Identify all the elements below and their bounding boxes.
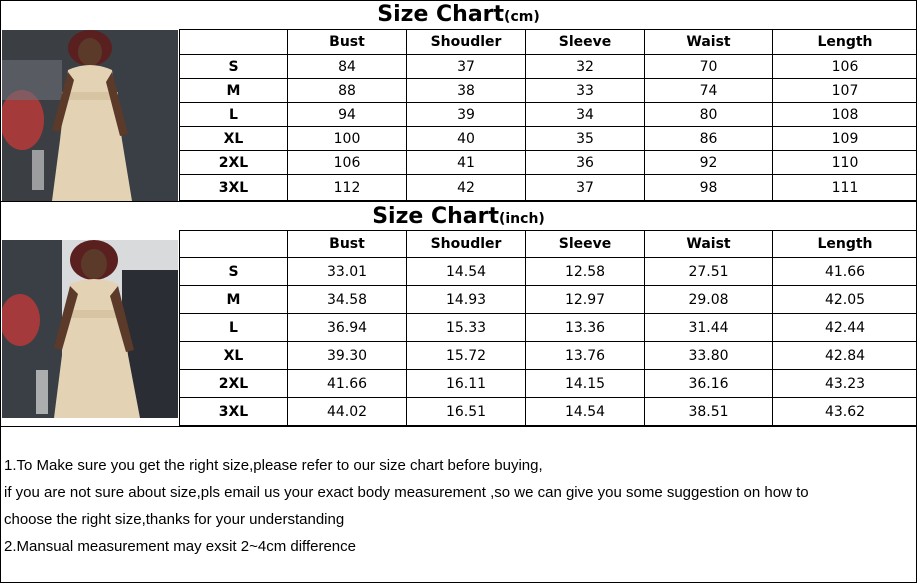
header-cell: Sleeve — [526, 30, 645, 55]
table-cell: 92 — [645, 151, 773, 175]
title-text: Size Chart — [377, 2, 505, 27]
table-cell: 34 — [526, 103, 645, 127]
header-cell: Length — [773, 231, 917, 258]
size-label: 2XL — [180, 370, 288, 398]
section-divider — [0, 426, 917, 427]
note-line: choose the right size,thanks for your understanding — [4, 511, 345, 528]
table-row — [180, 286, 917, 314]
table-cell: 84 — [288, 55, 407, 79]
table-cell: 86 — [645, 127, 773, 151]
header-cell: Length — [773, 30, 917, 55]
table-cell: 14.93 — [407, 286, 526, 314]
size-label: XL — [180, 342, 288, 370]
table-cell: 88 — [288, 79, 407, 103]
table-cell: 13.36 — [526, 314, 645, 342]
table-cell: 33 — [526, 79, 645, 103]
header-cell: Waist — [645, 231, 773, 258]
table-cell: 109 — [773, 127, 917, 151]
table-cell: 27.51 — [645, 258, 773, 286]
table-cell: 34.58 — [288, 286, 407, 314]
header-cell: Bust — [288, 30, 407, 55]
table-cell: 42.44 — [773, 314, 917, 342]
table-cell: 14.15 — [526, 370, 645, 398]
table-cell: 38 — [407, 79, 526, 103]
table-cell: 32 — [526, 55, 645, 79]
table-row — [180, 398, 917, 426]
table-cell: 106 — [773, 55, 917, 79]
table-cell: 40 — [407, 127, 526, 151]
header-cell: Waist — [645, 30, 773, 55]
table-row — [180, 55, 917, 79]
table-row — [180, 342, 917, 370]
table-row — [180, 370, 917, 398]
table-cell: 36 — [526, 151, 645, 175]
note-line: if you are not sure about size,pls email us your exact body measurement ,so we can give you some suggestion on how to — [4, 484, 809, 501]
size-label: 2XL — [180, 151, 288, 175]
table-cell: 39 — [407, 103, 526, 127]
model-photo — [2, 240, 178, 418]
table-cell: 35 — [526, 127, 645, 151]
size-chart-inch-title — [0, 204, 917, 232]
table-cell: 110 — [773, 151, 917, 175]
table-cell: 41.66 — [288, 370, 407, 398]
table-cell: 31.44 — [645, 314, 773, 342]
table-row — [180, 258, 917, 286]
table-cell: 12.97 — [526, 286, 645, 314]
table-cell: 14.54 — [407, 258, 526, 286]
table-cell: 12.58 — [526, 258, 645, 286]
table-cell: 44.02 — [288, 398, 407, 426]
table-cell: 107 — [773, 79, 917, 103]
size-chart-cm-title — [0, 2, 917, 30]
header-cell — [180, 30, 288, 55]
header-cell: Sleeve — [526, 231, 645, 258]
table-cell: 70 — [645, 55, 773, 79]
size-label: S — [180, 258, 288, 286]
title-unit: (inch) — [498, 211, 545, 227]
size-label: L — [180, 314, 288, 342]
table-cell: 13.76 — [526, 342, 645, 370]
notes — [4, 452, 909, 560]
table-cell: 39.30 — [288, 342, 407, 370]
title-text: Size Chart — [372, 204, 499, 229]
table-cell: 14.54 — [526, 398, 645, 426]
table-cell: 16.51 — [407, 398, 526, 426]
table-cell: 38.51 — [645, 398, 773, 426]
size-label: 3XL — [180, 175, 288, 201]
size-label: XL — [180, 127, 288, 151]
table-row — [180, 79, 917, 103]
section-divider — [0, 201, 917, 202]
size-label: 3XL — [180, 398, 288, 426]
header-cell — [180, 231, 288, 258]
table-cell: 29.08 — [645, 286, 773, 314]
table-cell: 112 — [288, 175, 407, 201]
size-table-inch — [179, 230, 917, 426]
table-cell: 108 — [773, 103, 917, 127]
size-label: S — [180, 55, 288, 79]
table-cell: 80 — [645, 103, 773, 127]
table-cell: 33.01 — [288, 258, 407, 286]
note-line: 2.Mansual measurement may exsit 2~4cm difference — [4, 538, 356, 555]
table-cell: 33.80 — [645, 342, 773, 370]
table-row — [180, 103, 917, 127]
table-cell: 36.94 — [288, 314, 407, 342]
table-row — [180, 314, 917, 342]
table-cell: 36.16 — [645, 370, 773, 398]
table-header-row — [180, 30, 917, 55]
table-cell: 74 — [645, 79, 773, 103]
table-cell: 100 — [288, 127, 407, 151]
table-cell: 94 — [288, 103, 407, 127]
header-cell: Bust — [288, 231, 407, 258]
table-cell: 43.62 — [773, 398, 917, 426]
table-cell: 42.05 — [773, 286, 917, 314]
size-label: M — [180, 286, 288, 314]
header-cell: Shoudler — [407, 30, 526, 55]
table-cell: 16.11 — [407, 370, 526, 398]
header-cell: Shoudler — [407, 231, 526, 258]
note-line: 1.To Make sure you get the right size,please refer to our size chart before buying, — [4, 457, 543, 474]
table-cell: 43.23 — [773, 370, 917, 398]
table-cell: 37 — [407, 55, 526, 79]
table-row — [180, 175, 917, 201]
table-header-row — [180, 231, 917, 258]
table-cell: 41 — [407, 151, 526, 175]
table-cell: 42 — [407, 175, 526, 201]
table-cell: 41.66 — [773, 258, 917, 286]
table-row — [180, 151, 917, 175]
table-cell: 15.72 — [407, 342, 526, 370]
title-unit: (cm) — [504, 9, 540, 25]
table-cell: 106 — [288, 151, 407, 175]
size-label: L — [180, 103, 288, 127]
table-row — [180, 127, 917, 151]
table-cell: 15.33 — [407, 314, 526, 342]
table-cell: 37 — [526, 175, 645, 201]
table-cell: 111 — [773, 175, 917, 201]
size-table-cm — [179, 29, 917, 201]
table-cell: 42.84 — [773, 342, 917, 370]
model-photo — [2, 30, 178, 201]
table-cell: 98 — [645, 175, 773, 201]
size-label: M — [180, 79, 288, 103]
